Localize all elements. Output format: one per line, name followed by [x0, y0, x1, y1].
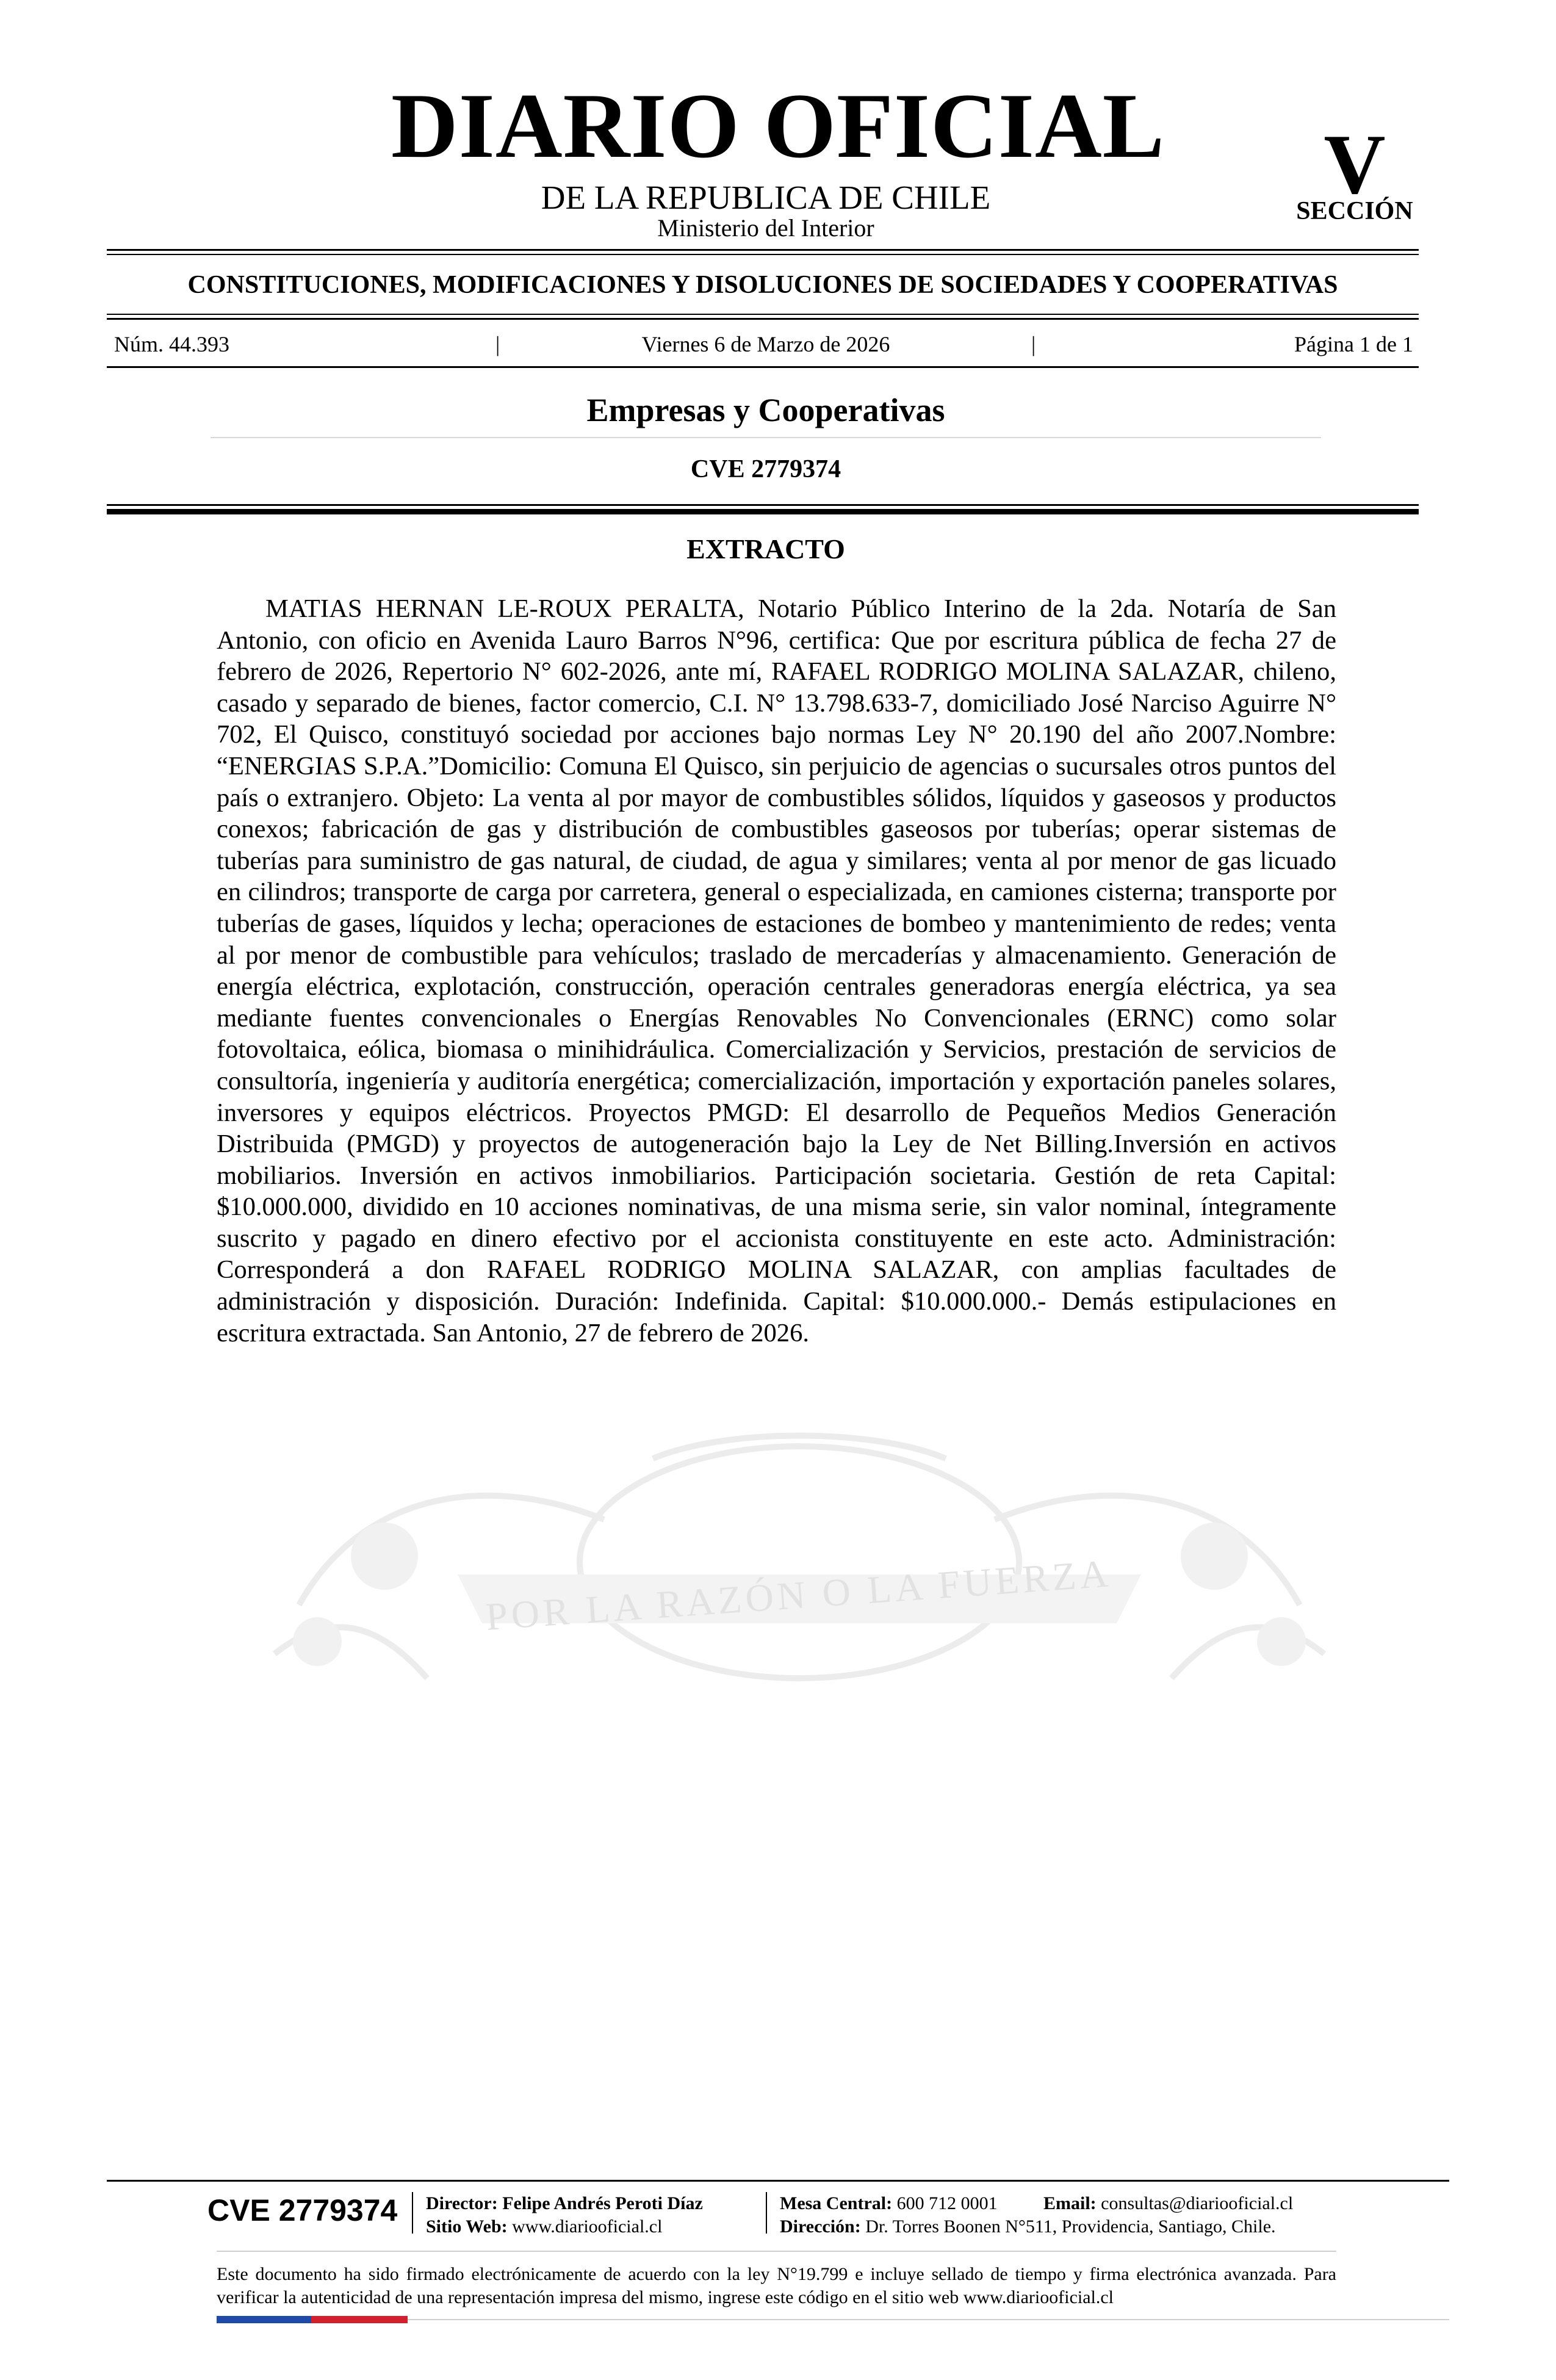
- header-rule-mid-2: [107, 318, 1419, 320]
- footer-notice: Este documento ha sido firmado electrónicamente de acuerdo con la ley N°19.799 e incluye sellado de tiempo y firma electrónica avanzada. Para verificar la autenticidad de una representación impresa del mismo, ingrese este código en el sitio web www.diariooficial.cl: [217, 2264, 1336, 2307]
- body-rule-2: [107, 509, 1419, 514]
- address-value: Dr. Torres Boonen N°511, Providencia, Santiago, Chile.: [865, 2216, 1276, 2237]
- issue-number: Núm. 44.393: [114, 332, 229, 356]
- watermark-motto: POR LA RAZÓN O LA FUERZA: [484, 1551, 1113, 1639]
- newspaper-subtitle: DE LA REPUBLICA DE CHILE: [541, 179, 991, 216]
- issue-date: Viernes 6 de Marzo de 2026: [641, 332, 890, 356]
- footer-email: [1043, 2192, 1293, 2215]
- extract-title: EXTRACTO: [686, 533, 845, 564]
- extract-body: MATIAS HERNAN LE-ROUX PERALTA, Notario Público Interino de la 2da. Notaría de San Antonio, con oficio en Avenida Lauro Barros N°96, certifica: Que por escritura pública de fecha 27 de febrero de 2026, Repertorio N° 602-2026, ante mí, RAFAEL RODRIGO MOLINA SALAZAR, chileno, casado y separado de bienes, factor comercio, C.I. N° 13.798.633-7, domiciliado José Narciso Aguirre N° 702, El Quisco, constituyó sociedad por acciones bajo normas Ley N° 20.190 del año 2007.Nombre: “ENERGIAS S.P.A.”Domicilio: Comuna El Quisco, sin perjuicio de agencias o sucursales otros puntos del país o extranjero. Objeto: La venta al por mayor de combustibles sólidos, líquidos y gaseosos y productos conexos; fabricación de gas y distribución de combustibles gaseosos por tuberías; operar sistemas de tuberías para suministro de gas natural, de ciudad, de agua y similares; venta al por menor de gas licuado en cilindros; transporte de carga por carretera, general o especializada, en camiones cisterna; transporte por tuberías de gases, líquidos y lecha; operaciones de estaciones de bombeo y mantenimiento de redes; venta al por menor de combustible para vehículos; traslado de mercaderías y almacenamiento. Generación de energía eléctrica, explotación, construcción, operación centrales generadoras energía eléctrica, ya sea mediante fuentes convencionales o Energías Renovables No Convencionales (ERNC) como solar fotovoltaica, eólica, biomasa o minihidráulica. Comercialización y Servicios, prestación de servicios de consultoría, ingeniería y auditoría energética; comercialización, importación y exportación paneles solares, inversores y equipos eléctricos. Proyectos PMGD: El desarrollo de Pequeños Medios Generación Distribuida (PMGD) y proyectos de autogeneración bajo la Ley de Net Billing.Inversión en activos mobiliarios. Inversión en activos inmobiliarios. Participación societaria. Gestión de reta Capital: $10.000.000, dividido en 10 acciones nominativas, de una misma serie, sin valor nominal, íntegramente suscrito y pagado en dinero efectivo por el accionista constituyente en este acto. Administración: Corresponderá a don RAFAEL RODRIGO MOLINA SALAZAR, con amplias facultades de administración y disposición. Duración: Indefinida. Capital: $10.000.000.- Demás estipulaciones en escritura extractada. San Antonio, 27 de febrero de 2026.: [217, 594, 1336, 1347]
- footer-rule-notice: [217, 2251, 1336, 2252]
- meta-separator: |: [1031, 332, 1036, 356]
- page-indicator: Página 1 de 1: [1294, 332, 1413, 356]
- phone-value: 600 712 0001: [896, 2193, 998, 2213]
- footer-website: [426, 2215, 662, 2238]
- section-label: SECCIÓN: [1296, 197, 1413, 225]
- email-label: Email:: [1043, 2193, 1097, 2213]
- category-underline: [211, 437, 1321, 438]
- header-rule-top-2: [107, 254, 1419, 255]
- website-label: Sitio Web:: [426, 2216, 508, 2237]
- footer-separator: [412, 2192, 413, 2234]
- flag-stripe-blue: [217, 2316, 311, 2323]
- meta-rule: [107, 366, 1419, 368]
- cve-code: CVE 2779374: [690, 455, 841, 483]
- footer-separator: [766, 2192, 767, 2234]
- director-label: Director:: [426, 2193, 498, 2213]
- footer-phone: [780, 2192, 998, 2215]
- header-rule-mid-1: [107, 314, 1419, 315]
- meta-separator: |: [495, 332, 500, 356]
- flag-stripe-red: [311, 2316, 408, 2323]
- ministry-line: Ministerio del Interior: [657, 214, 874, 242]
- newspaper-title: DIARIO OFICIAL: [391, 74, 1165, 177]
- footer-address: [780, 2215, 1276, 2238]
- address-label: Dirección:: [780, 2216, 861, 2237]
- footer-rule-bottom: [408, 2319, 1449, 2320]
- header-rule-top-1: [107, 249, 1419, 251]
- section-number: V: [1324, 117, 1386, 212]
- coat-of-arms-watermark: [226, 1422, 1373, 1709]
- director-name: Felipe Andrés Peroti Díaz: [502, 2193, 703, 2213]
- website-link[interactable]: www.diariooficial.cl: [512, 2216, 663, 2237]
- body-rule-1: [107, 504, 1419, 506]
- section-heading: CONSTITUCIONES, MODIFICACIONES Y DISOLUCIONES DE SOCIEDADES Y COOPERATIVAS: [187, 271, 1338, 299]
- footer-rule-top: [107, 2180, 1449, 2182]
- footer-director: [426, 2192, 703, 2215]
- email-link[interactable]: consultas@diariooficial.cl: [1101, 2193, 1294, 2213]
- category-title: Empresas y Cooperativas: [586, 392, 945, 428]
- phone-label: Mesa Central:: [780, 2193, 893, 2213]
- footer-cve-code: CVE 2779374: [207, 2193, 398, 2227]
